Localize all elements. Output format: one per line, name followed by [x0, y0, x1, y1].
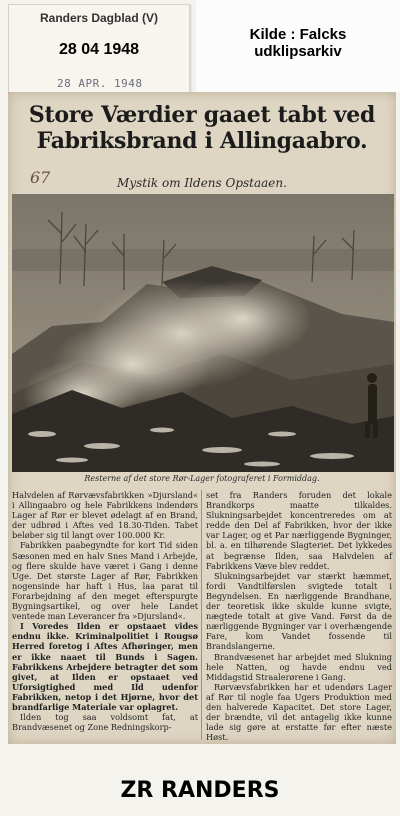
- handwritten-number: 67: [30, 168, 51, 187]
- source-line-2: udklipsarkiv: [254, 43, 342, 60]
- paragraph: Slukningsarbejdet var stærkt hæmmet, fordi Vandtilførslen svigtede totalt i Begyndelsen. En nærliggende Brandhane, der teoretisk ikke skulde kunne svigte, nægtede totalt at give Vand. Først da de nærliggende Bygninger var i overhængende Fare, kom Vandet fossende til Brandslangerne.: [206, 570, 392, 652]
- archive-footer: ZR RANDERS: [120, 778, 280, 803]
- paragraph: set fra Randers foruden det lokale Brandkorps maatte tilkaldes. Slukningsarbejdet koncentreredes om at redde den Del af Fabrikken, hvor der ikke var Lager, og et Par nærliggende Bygninger, bl. a. en tilhørende Slagteriet. Det lykkedes at begrænse Ilden, saa Halvdelen af Fabrikkens Væve blev reddet.: [206, 490, 392, 571]
- paragraph: I Voredes Ilden er opstaaet vides endnu ikke. Kriminalpolitiet i Rougsø Herred foretog i Aftes Afhøringer, men er ikke naaet til Bunds i Sagen. Fabrikkens Arbejdere betragter det som givet, at Ilden er opstaaet ved Uforsigtighed med Ild udenfor Fabrikken, netop i det Hjørne, hvor det brandfarlige Materiale var oplagret.: [12, 621, 198, 712]
- article-column-left: [12, 490, 198, 732]
- newspaper-name: Randers Dagblad (V): [39, 11, 159, 25]
- column-divider: [201, 490, 202, 740]
- source-line-1: Kilde : Falcks: [249, 26, 347, 43]
- source-label-card: [196, 0, 400, 92]
- paragraph: Fabrikken paabegyndte for kort Tid siden Sæsonen med en halv Snes Mand i Arbejde, og flere skulde have været i Gang i denne Uge. Det største Lager af Rør, Fabrikken nogensinde har haft i Hus, laa parat til Forarbejdning af den meget efterspurgte Bygningsartikel, og over hele Landet ventede man Leverancer fra »Djursland«.: [12, 540, 198, 622]
- headline-line-2: Fabriksbrand i Allingaabro.: [36, 128, 368, 154]
- newspaper-clipping: [8, 92, 396, 744]
- date-label-card: [8, 4, 190, 94]
- article-column-right: [206, 490, 392, 742]
- photo-caption: Resterne af det store Rør-Lager fotograferet i Formiddag.: [84, 474, 320, 483]
- paragraph: Brandvæsenet har arbejdet med Slukning hele Natten, og havde endnu ved Middagstid Straalerørene i Gang.: [206, 651, 392, 682]
- publication-date: 28 04 1948: [58, 41, 140, 58]
- paragraph: Ilden tog saa voldsomt fat, at Brandvæsenet og Zone Redningskorp-: [12, 712, 198, 733]
- article-headline: [8, 102, 396, 154]
- source-credit: [196, 26, 400, 60]
- date-stamp: 28 APR. 1948: [57, 77, 143, 90]
- paragraph: Rørvævsfabrikken har et udendørs Lager af Rør til nogle faa Ugers Produktion med den halverede Kapacitet. Det store Lager, der brændte, vil det antagelig ikke kunne lade sig gøre at erstatte før efter næste Høst.: [206, 681, 392, 743]
- article-subhead: Mystik om Ildens Opstaaen.: [117, 176, 287, 190]
- headline-line-1: Store Værdier gaaet tabt ved: [28, 102, 376, 128]
- paragraph: Halvdelen af Rørvævsfabrikken »Djursland« i Allingaabro og hele Fabrikkens indendørs Lager af Rør er blevet ødelagt af en Brand, der udbrød i Aftes ved 18.30-Tiden. Tabet beløber sig til langt over 100.000 Kr.: [12, 490, 198, 541]
- fire-ruins-photo: [12, 194, 394, 472]
